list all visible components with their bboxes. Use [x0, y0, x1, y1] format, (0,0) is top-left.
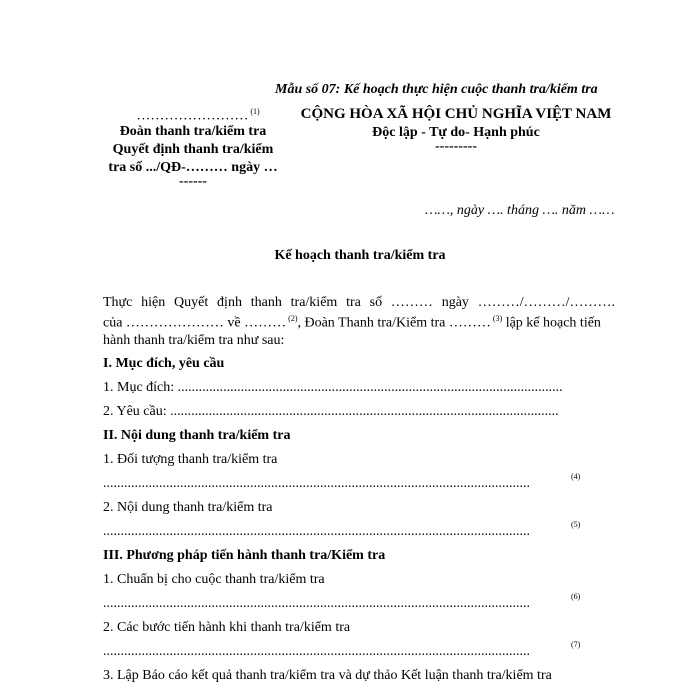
intro-line-2-c: lập kế hoạch tiến	[502, 315, 601, 331]
agency-line-3: tra số .../QĐ-……… ngày …	[108, 160, 278, 175]
section-2-item-2-dots: ..........................................................................................................................	[103, 524, 530, 539]
agency-underline: ------	[179, 174, 207, 189]
agency-line-1: Đoàn thanh tra/kiểm tra	[119, 124, 267, 139]
section-3-item-3: 3. Lập Báo cáo kết quả thanh tra/kiểm tra và dự thảo Kết luận thanh tra/kiểm tra	[103, 668, 552, 683]
form-number: Mẫu số 07: Kế hoạch thực hiện cuộc thanh tra/kiểm tra	[275, 82, 598, 97]
section-2-item-2: 2. Nội dung thanh tra/kiểm tra	[103, 500, 273, 515]
section-3-item-2-dots: ..........................................................................................................................	[103, 644, 530, 659]
intro-line-3: hành thanh tra/kiểm tra như sau:	[103, 333, 285, 348]
section-3-heading: III. Phương pháp tiến hành thanh tra/Kiểm tra	[103, 548, 386, 563]
nation-title: CỘNG HÒA XÃ HỘI CHỦ NGHĨA VIỆT NAM	[300, 106, 612, 122]
note-4: (4)	[571, 472, 581, 481]
section-3-item-1-dots: ..........................................................................................................................	[103, 596, 530, 611]
agency-dots-text: ……………………	[136, 108, 249, 124]
note-3: (3)	[492, 314, 503, 323]
agency-dots	[108, 107, 288, 125]
plan-title: Kế hoạch thanh tra/kiểm tra	[274, 248, 446, 263]
section-2-item-1: 1. Đối tượng thanh tra/kiểm tra	[103, 452, 278, 467]
motto-underline: ---------	[435, 139, 477, 154]
intro-line-2-b: , Đoàn Thanh tra/Kiểm tra ………	[297, 315, 491, 331]
agency-line-2: Quyết định thanh tra/kiểm	[112, 142, 274, 157]
intro-line-2	[103, 314, 615, 332]
section-3-item-1: 1. Chuẩn bị cho cuộc thanh tra/kiểm tra	[103, 572, 325, 587]
section-1-heading: I. Mục đích, yêu cầu	[103, 356, 225, 371]
section-3-item-2: 2. Các bước tiến hành khi thanh tra/kiểm tra	[103, 620, 351, 635]
note-7: (7)	[571, 640, 581, 649]
date-line: ……, ngày …. tháng …. năm ……	[425, 203, 615, 218]
section-1-item-2: 2. Yêu cầu: ...............................................................................................................	[103, 404, 559, 419]
motto: Độc lập - Tự do- Hạnh phúc	[372, 125, 540, 140]
note-5: (5)	[571, 520, 581, 529]
note-2: (2)	[288, 314, 298, 323]
note-1: (1)	[250, 107, 260, 116]
section-2-heading: II. Nội dung thanh tra/kiểm tra	[103, 428, 291, 443]
intro-line-1: Thực hiện Quyết định thanh tra/kiểm tra số ……… ngày ………/………/……….	[103, 295, 615, 310]
note-6: (6)	[571, 592, 581, 601]
section-1-item-1: 1. Mục đích: ..............................................................................................................	[103, 380, 563, 395]
intro-line-2-a: của ………………… về ………	[103, 315, 287, 331]
section-2-item-1-dots: ..........................................................................................................................	[103, 476, 530, 491]
